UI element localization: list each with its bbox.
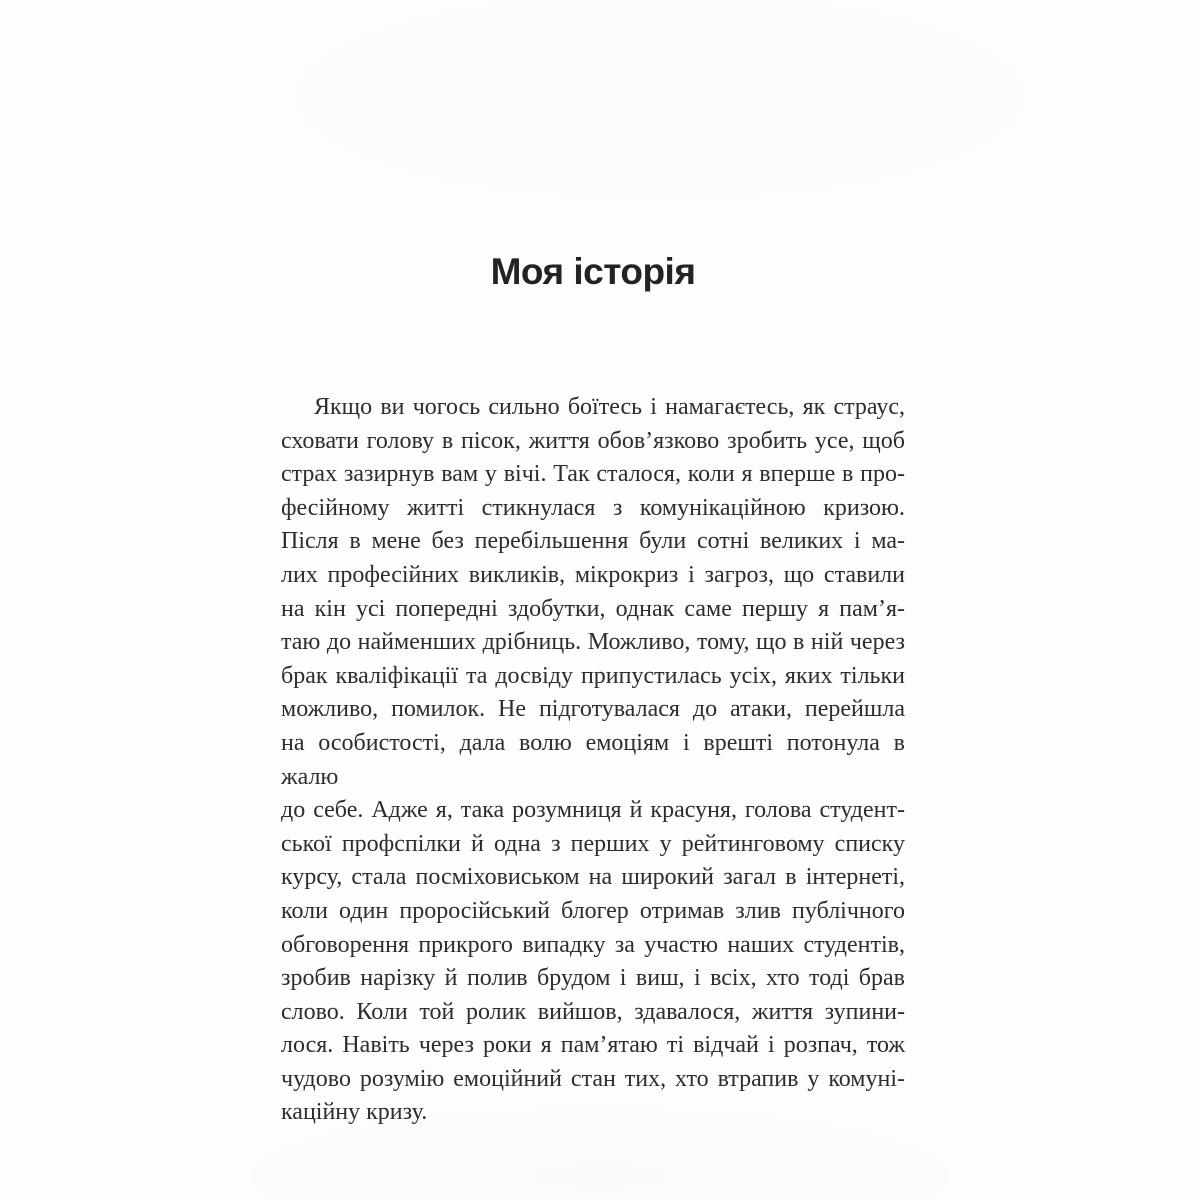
body-text-line: страх зазирнув вам у вічі. Так сталося, коли я вперше в про-: [281, 461, 905, 488]
body-text-line: курсу, стала посміховиськом на широкий загал в інтернеті,: [281, 864, 905, 891]
body-text-line: лих професійних викликів, мікрокриз і загроз, що ставили: [281, 561, 905, 588]
body-text-line: на особистості, дала волю емоціям і врешті потонула в жалю: [281, 729, 905, 790]
body-text-line: каційну кризу.: [281, 1099, 428, 1126]
body-text-line: брак кваліфікації та досвіду припустилась усіх, яких тільки: [281, 662, 905, 689]
body-text-line: слово. Коли той ролик вийшов, здавалося, життя зупини-: [281, 998, 905, 1025]
body-text-line: фесійному житті стикнулася з комунікаційною кризою.: [281, 494, 905, 521]
paragraph: [281, 391, 905, 1130]
body-text-line: Після в мене без перебільшення були сотні великих і ма-: [281, 528, 905, 555]
body-text-line: ської профспілки й одна з перших у рейтинговому списку: [281, 830, 905, 857]
body-text-line: коли один проросійський блогер отримав злив публічного: [281, 897, 905, 924]
chapter-title: Моя історія: [490, 251, 696, 292]
body-text-line: лося. Навіть через роки я пам’ятаю ті відчай і розпач, тож: [281, 1032, 905, 1059]
body-text-line: чудово розумію емоційний стан тих, хто втрапив у комуні-: [281, 1065, 905, 1092]
body-text-line: зробив нарізку й полив брудом і виш, і всіх, хто тоді брав: [281, 965, 905, 992]
body-text-line: сховати голову в пісок, життя обов’язково зробить усе, щоб: [281, 427, 905, 454]
body-text-line: на кін усі попередні здобутки, однак саме першу я пам’я-: [281, 595, 905, 622]
body-text-line: таю до найменших дрібниць. Можливо, тому, що в ній через: [281, 629, 905, 656]
body-text-line: до себе. Адже я, така розумниця й красуня, голова студент-: [281, 797, 905, 824]
body-text-line: обговорення прикрого випадку за участю наших студентів,: [281, 931, 905, 958]
body-text-line: можливо, помилок. Не підготувалася до атаки, перейшла: [281, 696, 905, 723]
body-text-line: Якщо ви чогось сильно боїтесь і намагаєтесь, як страус,: [314, 394, 905, 420]
